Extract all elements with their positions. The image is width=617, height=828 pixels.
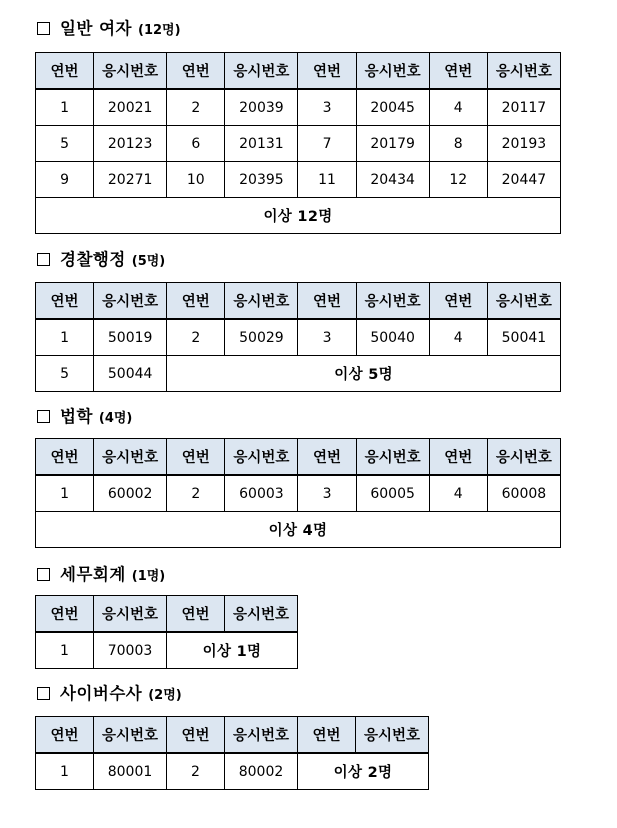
cell-exam: 20395	[225, 162, 298, 198]
cell-no: 4	[429, 475, 487, 512]
cell-exam: 20271	[94, 162, 167, 198]
cell-no: 2	[167, 753, 225, 790]
summary-row	[36, 198, 561, 234]
section-title: 사이버수사	[60, 684, 143, 703]
col-header-exam: 응시번호	[487, 283, 560, 320]
summary-cell: 이상 2명	[298, 753, 429, 790]
cell-no: 2	[167, 319, 225, 356]
cell-no: 2	[167, 475, 225, 512]
table-header-row	[36, 53, 561, 90]
cell-exam: 60002	[94, 475, 167, 512]
checkbox-square-icon	[37, 410, 50, 423]
table-cyber-investigation	[35, 716, 429, 790]
cell-no: 5	[36, 126, 94, 162]
cell-no: 4	[429, 319, 487, 356]
cell-exam: 70003	[94, 632, 167, 669]
cell-exam: 20179	[356, 126, 429, 162]
section-title: 세무회계	[60, 565, 126, 584]
col-header-exam: 응시번호	[94, 596, 167, 633]
cell-exam: 20131	[225, 126, 298, 162]
cell-exam: 20123	[94, 126, 167, 162]
cell-exam: 20193	[487, 126, 560, 162]
col-header-no: 연번	[36, 717, 94, 754]
cell-exam: 20117	[487, 89, 560, 126]
section-count: (5명)	[131, 254, 166, 269]
cell-exam: 60003	[225, 475, 298, 512]
section-heading-law	[37, 403, 132, 427]
section-title: 법학	[60, 407, 93, 426]
checkbox-square-icon	[37, 687, 50, 700]
table-header-row	[36, 283, 561, 320]
cell-no: 7	[298, 126, 356, 162]
col-header-no: 연번	[36, 53, 94, 90]
table-row	[36, 319, 561, 356]
section-heading-tax-accounting	[37, 561, 165, 585]
col-header-no: 연번	[167, 283, 225, 320]
table-law	[35, 438, 561, 548]
table-police-admin	[35, 282, 561, 392]
section-count: (4명)	[98, 411, 133, 426]
col-header-exam: 응시번호	[94, 439, 167, 476]
cell-no: 5	[36, 356, 94, 392]
table-header-row	[36, 717, 429, 754]
table-row	[36, 162, 561, 198]
col-header-no: 연번	[167, 596, 225, 633]
cell-exam: 50044	[94, 356, 167, 392]
cell-no: 3	[298, 319, 356, 356]
cell-no: 2	[167, 89, 225, 126]
table-row	[36, 632, 298, 669]
col-header-no: 연번	[36, 439, 94, 476]
table-general-female	[35, 52, 561, 234]
col-header-no: 연번	[298, 53, 356, 90]
section-title: 경찰행정	[60, 250, 126, 269]
cell-no: 9	[36, 162, 94, 198]
summary-row	[36, 512, 561, 548]
col-header-exam: 응시번호	[356, 53, 429, 90]
table-row	[36, 89, 561, 126]
col-header-exam: 응시번호	[356, 717, 429, 754]
col-header-no: 연번	[36, 283, 94, 320]
checkbox-square-icon	[37, 568, 50, 581]
cell-no: 10	[167, 162, 225, 198]
cell-no: 4	[429, 89, 487, 126]
col-header-exam: 응시번호	[487, 53, 560, 90]
cell-exam: 60008	[487, 475, 560, 512]
summary-cell: 이상 5명	[167, 356, 561, 392]
section-heading-cyber-investigation	[37, 680, 182, 704]
cell-exam: 50029	[225, 319, 298, 356]
cell-no: 8	[429, 126, 487, 162]
col-header-no: 연번	[429, 53, 487, 90]
cell-exam: 20447	[487, 162, 560, 198]
table-row	[36, 475, 561, 512]
summary-cell: 이상 4명	[36, 512, 561, 548]
cell-no: 1	[36, 753, 94, 790]
table-header-row	[36, 439, 561, 476]
summary-cell: 이상 1명	[167, 632, 298, 669]
cell-exam: 60005	[356, 475, 429, 512]
col-header-exam: 응시번호	[225, 53, 298, 90]
checkbox-square-icon	[37, 22, 50, 35]
col-header-exam: 응시번호	[225, 439, 298, 476]
col-header-exam: 응시번호	[94, 283, 167, 320]
cell-exam: 50019	[94, 319, 167, 356]
col-header-exam: 응시번호	[487, 439, 560, 476]
cell-no: 6	[167, 126, 225, 162]
col-header-exam: 응시번호	[356, 439, 429, 476]
table-row	[36, 126, 561, 162]
cell-no: 1	[36, 319, 94, 356]
col-header-exam: 응시번호	[94, 717, 167, 754]
col-header-no: 연번	[167, 717, 225, 754]
table-row	[36, 753, 429, 790]
cell-no: 3	[298, 89, 356, 126]
cell-no: 1	[36, 632, 94, 669]
col-header-exam: 응시번호	[225, 596, 298, 633]
cell-no: 12	[429, 162, 487, 198]
cell-no: 1	[36, 475, 94, 512]
col-header-no: 연번	[429, 283, 487, 320]
col-header-no: 연번	[167, 53, 225, 90]
section-heading-general-female	[37, 15, 181, 39]
section-count: (12명)	[138, 23, 181, 38]
cell-no: 1	[36, 89, 94, 126]
col-header-exam: 응시번호	[225, 717, 298, 754]
checkbox-square-icon	[37, 253, 50, 266]
cell-no: 3	[298, 475, 356, 512]
cell-exam: 20434	[356, 162, 429, 198]
col-header-exam: 응시번호	[94, 53, 167, 90]
cell-exam: 80001	[94, 753, 167, 790]
table-header-row	[36, 596, 298, 633]
section-count: (2명)	[148, 688, 182, 703]
col-header-no: 연번	[298, 439, 356, 476]
cell-exam: 50041	[487, 319, 560, 356]
cell-exam: 80002	[225, 753, 298, 790]
cell-no: 11	[298, 162, 356, 198]
col-header-no: 연번	[429, 439, 487, 476]
col-header-exam: 응시번호	[225, 283, 298, 320]
col-header-no: 연번	[36, 596, 94, 633]
col-header-no: 연번	[298, 717, 356, 754]
section-heading-police-admin	[37, 246, 165, 270]
section-count: (1명)	[131, 569, 166, 584]
section-title: 일반 여자	[60, 19, 133, 38]
cell-exam: 20039	[225, 89, 298, 126]
col-header-no: 연번	[167, 439, 225, 476]
col-header-exam: 응시번호	[356, 283, 429, 320]
table-tax-accounting	[35, 595, 298, 669]
cell-exam: 50040	[356, 319, 429, 356]
col-header-no: 연번	[298, 283, 356, 320]
cell-exam: 20045	[356, 89, 429, 126]
summary-cell: 이상 12명	[36, 198, 561, 234]
table-row	[36, 356, 561, 392]
cell-exam: 20021	[94, 89, 167, 126]
